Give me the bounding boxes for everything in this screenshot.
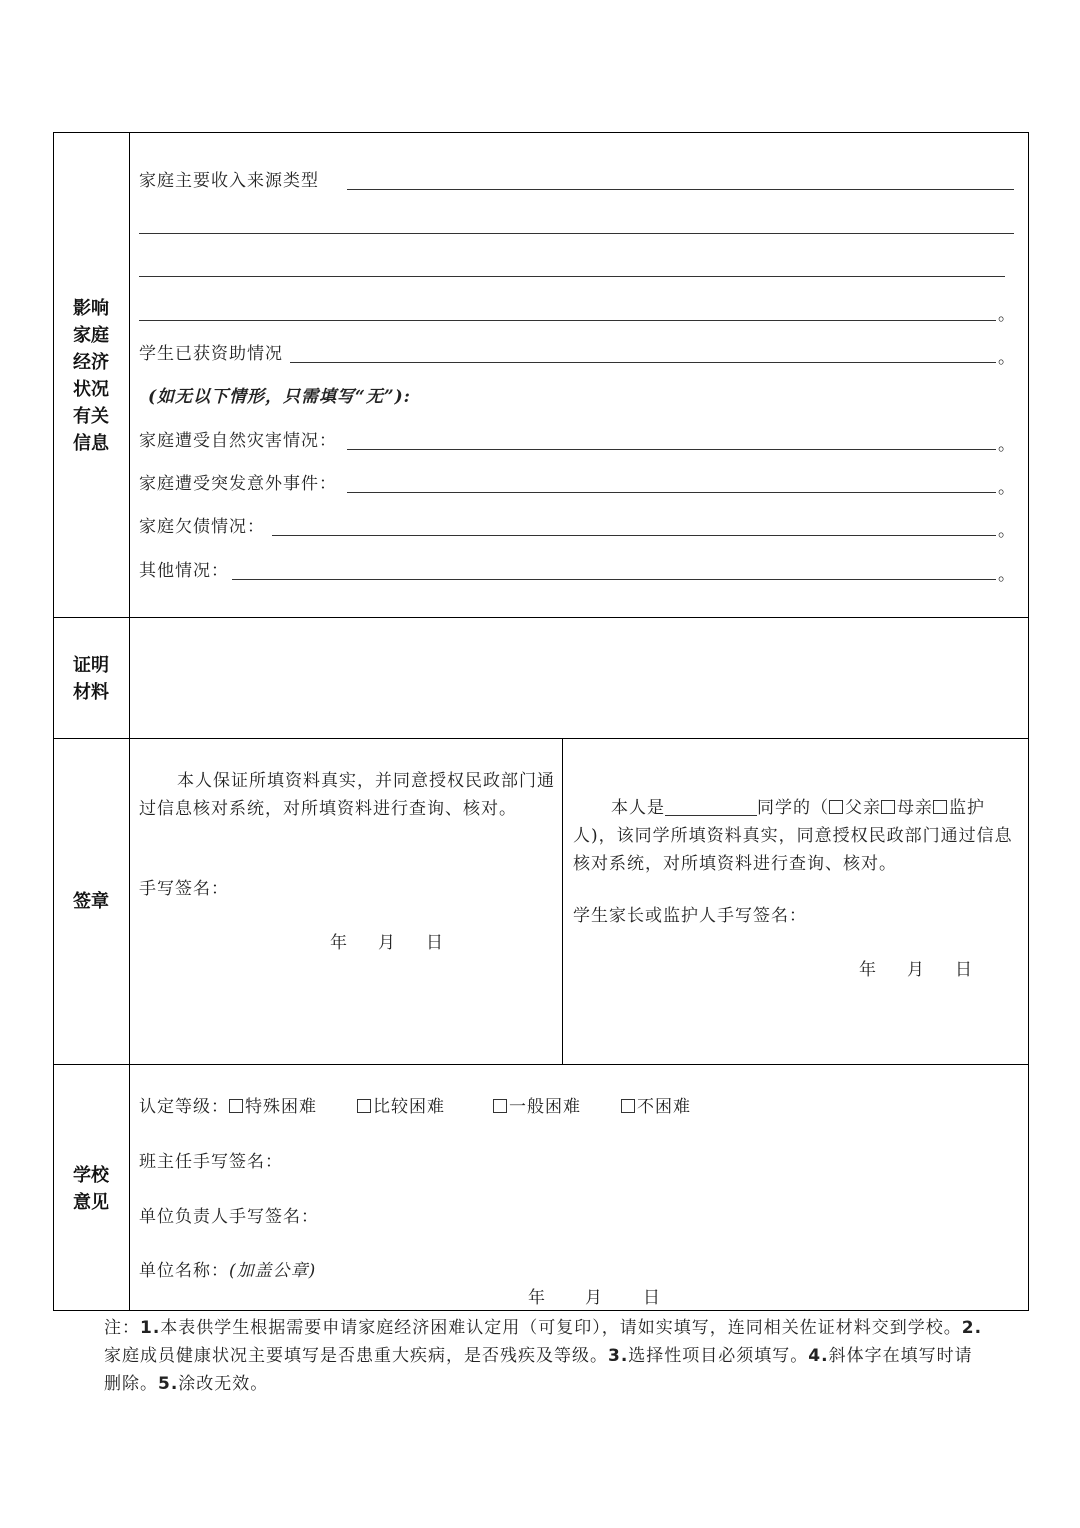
checkbox-level-special[interactable] (229, 1099, 243, 1113)
period-mark: 。 (998, 565, 1015, 585)
teacher-sign-label: 班主任手写签名： (139, 1152, 283, 1172)
income-source-field[interactable] (347, 189, 1014, 190)
level-row (139, 1095, 691, 1119)
note-item: 斜体字在填写时请删除。 (104, 1346, 973, 1394)
fill-none-hint: (如无以下情形，只需填写“无”): (148, 387, 411, 407)
signature-column-divider (562, 738, 563, 1064)
checkbox-level-general[interactable] (493, 1099, 507, 1113)
debt-field[interactable] (272, 535, 996, 536)
income-source-field-line-3[interactable] (139, 276, 1005, 277)
option-mother-label: 母亲 (897, 798, 933, 818)
student-date-year: 年 (330, 933, 348, 953)
other-label: 其他情况： (139, 561, 229, 581)
debt-label: 家庭欠债情况： (139, 517, 265, 537)
header-line: 经济 (73, 352, 109, 373)
economic-section-header (53, 295, 129, 457)
parent-mid: 同学的（ (757, 798, 829, 818)
note-item: 涂改无效。 (178, 1374, 269, 1394)
level-option-special: 特殊困难 (245, 1097, 317, 1117)
level-option-relative: 比较困难 (373, 1097, 445, 1117)
checkbox-father[interactable] (829, 800, 843, 814)
table-bottom-border (53, 1310, 1029, 1311)
student-statement: 本人保证所填资料真实，并同意授权民政部门通过信息核对系统，对所填资料进行查询、核对。 (139, 771, 555, 819)
aid-status-field[interactable] (290, 362, 996, 363)
proof-material-area[interactable] (131, 619, 1027, 737)
student-date-month: 月 (378, 933, 396, 953)
header-line: 学校 (73, 1165, 109, 1186)
note-number: 1. (140, 1318, 161, 1338)
note-prefix: 注： (104, 1318, 140, 1338)
teacher-signature-field[interactable] (285, 1144, 585, 1176)
student-sign-label: 手写签名： (139, 879, 229, 899)
row-divider (53, 617, 1029, 618)
row-divider (53, 738, 1029, 739)
note-item: 本表供学生根据需要申请家庭经济困难认定用（可复印），请如实填写，连同相关佐证材料交到学校。 (160, 1318, 962, 1338)
period-mark: 。 (998, 521, 1015, 541)
header-line: 状况 (73, 379, 109, 400)
parent-statement-line-1 (573, 794, 1023, 822)
aid-status-label: 学生已获资助情况 (139, 344, 283, 364)
parent-statement-rest: 人)，该同学所填资料真实，同意授权民政部门通过信息核对系统，对所填资料进行查询、核对。 (573, 826, 1013, 874)
note-number: 4. (808, 1346, 829, 1366)
parent-date-day: 日 (955, 960, 973, 980)
student-date-day: 日 (426, 933, 444, 953)
header-line: 家庭 (73, 325, 109, 346)
header-line: 有关 (73, 406, 109, 427)
table-right-border (1028, 132, 1029, 1310)
note-item: 家庭成员健康状况主要填写是否患重大疾病，是否残疾及等级。 (104, 1346, 608, 1366)
option-father-label: 父亲 (845, 798, 881, 818)
school-section-header (53, 1162, 129, 1216)
parent-date-year: 年 (859, 960, 877, 980)
income-source-field-line-4[interactable] (139, 320, 996, 321)
leader-sign-label: 单位负责人手写签名： (139, 1207, 319, 1227)
accident-label: 家庭遭受突发意外事件： (139, 474, 337, 494)
income-source-field-line-2[interactable] (139, 233, 1014, 234)
period-mark: 。 (998, 435, 1015, 455)
income-source-label: 家庭主要收入来源类型 (139, 171, 319, 191)
parent-date-month: 月 (907, 960, 925, 980)
parent-sign-label: 学生家长或监护人手写签名： (573, 906, 807, 926)
header-line: 签章 (73, 891, 109, 912)
level-label: 认定等级： (139, 1097, 229, 1117)
period-mark: 。 (998, 348, 1015, 368)
level-option-none: 不困难 (637, 1097, 691, 1117)
period-mark: 。 (998, 478, 1015, 498)
table-top-border (53, 132, 1029, 133)
student-name-field[interactable] (665, 795, 757, 816)
student-signature-field[interactable] (240, 870, 540, 904)
school-date-month: 月 (585, 1288, 603, 1308)
school-date-year: 年 (528, 1288, 546, 1308)
header-line: 材料 (73, 682, 109, 703)
parent-prefix: 本人是 (611, 798, 665, 818)
unit-seal-hint: (加盖公章) (229, 1261, 317, 1281)
other-field[interactable] (232, 579, 996, 580)
row-divider (53, 1064, 1029, 1065)
level-option-general: 一般困难 (509, 1097, 581, 1117)
proof-section-header (53, 652, 129, 706)
checkbox-mother[interactable] (881, 800, 895, 814)
checkbox-guardian[interactable] (933, 800, 947, 814)
header-line: 信息 (73, 433, 109, 454)
note-number: 3. (608, 1346, 629, 1366)
note-number: 2. (961, 1318, 983, 1338)
note-item: 选择性项目必须填写。 (628, 1346, 809, 1366)
parent-signature-field[interactable] (812, 898, 1022, 932)
unit-name-label: 单位名称： (139, 1261, 229, 1281)
unit-name-row (139, 1259, 316, 1283)
school-date-day: 日 (643, 1288, 661, 1308)
signature-section-header (53, 888, 129, 915)
header-line: 影响 (73, 298, 109, 319)
disaster-field[interactable] (347, 449, 996, 450)
period-mark: 。 (998, 305, 1015, 325)
note-number: 5. (158, 1374, 179, 1394)
header-line: 证明 (73, 655, 109, 676)
header-column-divider (129, 132, 130, 1310)
leader-signature-field[interactable] (320, 1199, 620, 1231)
footnote (104, 1314, 984, 1398)
option-guardian-label: 监护 (949, 798, 985, 818)
checkbox-level-relative[interactable] (357, 1099, 371, 1113)
header-line: 意见 (73, 1192, 109, 1213)
checkbox-level-none[interactable] (621, 1099, 635, 1113)
accident-field[interactable] (347, 492, 996, 493)
disaster-label: 家庭遭受自然灾害情况： (139, 431, 337, 451)
